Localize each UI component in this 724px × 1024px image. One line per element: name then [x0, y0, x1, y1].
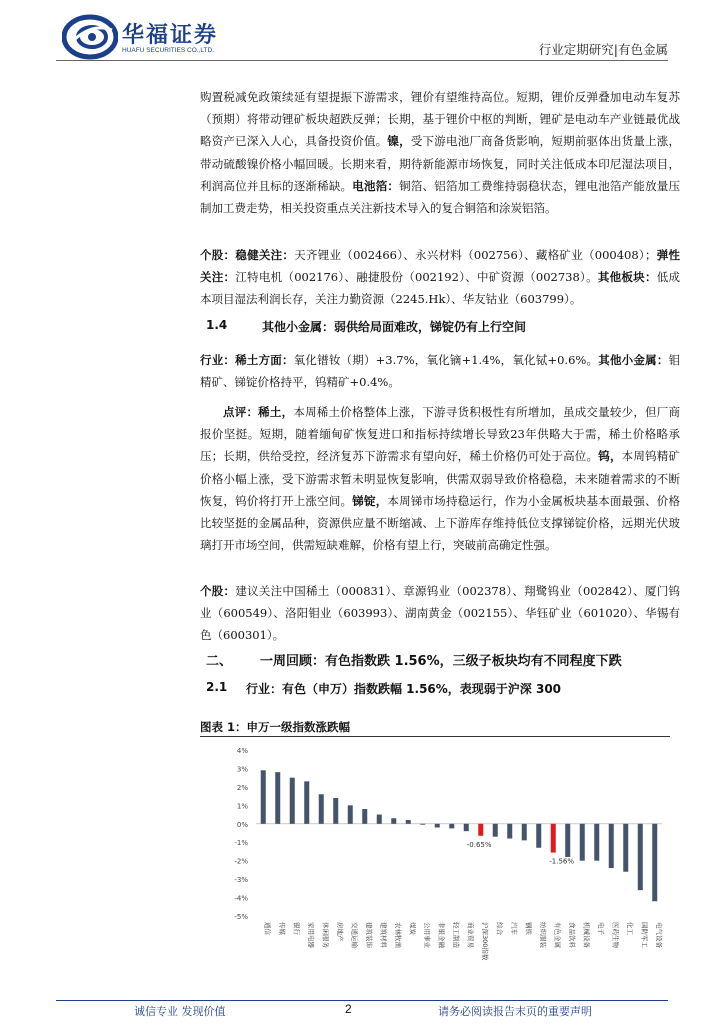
logo-name-en: HUAFU SECURITIES CO.,LTD. [122, 47, 214, 54]
bar [362, 809, 367, 824]
x-tick-label: 商业贸易 [466, 922, 475, 948]
nickel-label: 镍， [387, 134, 411, 149]
x-tick-label: 休闲服务 [321, 922, 330, 948]
bar [290, 778, 295, 824]
industry-paragraph: 行业：稀土方面：氧化镨钕（期）+3.7%，氧化镝+1.4%，氧化铽+0.6%。其他小金属：钼精矿、锑锭价格持平，钨精矿+0.4%。 [200, 353, 681, 390]
bar [478, 824, 483, 836]
bar [261, 770, 266, 823]
x-tick-label: 食品饮料 [567, 922, 576, 948]
bar [391, 818, 396, 824]
bar [275, 772, 280, 824]
y-tick-label: 0% [236, 820, 248, 829]
bar [638, 824, 643, 890]
bar [449, 824, 454, 829]
x-tick-label: 钢铁 [524, 922, 533, 935]
x-tick-label: 沪深300指数 [480, 922, 489, 961]
x-tick-label: 电气设备 [654, 922, 663, 948]
x-tick-label: 煤炭 [408, 922, 417, 935]
bar [507, 824, 512, 839]
bar [420, 824, 425, 825]
bar [406, 820, 411, 824]
bar [565, 824, 570, 857]
x-tick-label: 有色金属 [553, 922, 562, 948]
page-number: 2 [345, 1002, 352, 1016]
x-tick-label: 化工 [625, 922, 634, 935]
y-tick-label: -1% [234, 839, 248, 848]
x-tick-label: 传媒 [277, 922, 286, 935]
x-tick-label: 家用电器 [306, 922, 315, 948]
bar [319, 794, 324, 824]
logo-name-cn: 华福证券 [122, 23, 219, 48]
bar [536, 824, 541, 848]
x-tick-label: 交通运输 [350, 922, 359, 948]
stocks-paragraph-1: 个股：稳健关注：天齐锂业（002466）、永兴材料（002756）、藏格矿业（000408）；弹性关注：江特电机（002176）、融捷股份（002192）、中矿资源（002738）。其他板块：低成本项目湿法利润长存，关注力勤资源（2245.Hk）、华友钴业（603799）。 [200, 248, 681, 307]
data-label: -0.65% [466, 840, 492, 849]
bar [580, 824, 585, 861]
x-tick-label: 银行 [292, 922, 301, 935]
y-tick-label: 2% [236, 783, 248, 792]
bar [464, 824, 469, 831]
x-tick-label: 纺织服装 [538, 922, 547, 948]
bar [623, 824, 628, 872]
section-2-1-title: 行业：有色（申万）指数跌幅 1.56%，表现弱于沪深 300 [246, 682, 562, 696]
x-tick-label: 房地产 [335, 922, 344, 942]
bar [304, 781, 309, 823]
x-tick-label: 非银金融 [437, 922, 446, 948]
section-2-number: 二、 [206, 654, 233, 669]
bar [333, 798, 338, 824]
y-tick-label: 3% [236, 765, 248, 774]
chart-title: 图表 1：申万一级指数涨跌幅 [200, 720, 351, 734]
bar [522, 824, 527, 841]
battery-foil-label: 电池箔： [352, 178, 400, 193]
footer-divider [56, 1000, 668, 1001]
x-tick-label: 建筑装饰 [364, 922, 373, 948]
section-2-title: 一周回顾：有色指数跌 1.56%，三级子板块均有不同程度下跌 [260, 654, 622, 669]
x-tick-label: 建筑材料 [379, 922, 388, 948]
x-tick-label: 轻工制造 [451, 922, 460, 948]
x-tick-label: 国防军工 [640, 922, 649, 948]
bar [435, 824, 440, 828]
y-tick-label: 4% [236, 747, 248, 755]
x-tick-label: 电子 [596, 922, 605, 935]
bar [594, 824, 599, 861]
x-tick-label: 农林牧渔 [393, 922, 402, 948]
bar [493, 824, 498, 837]
report-type: 行业定期研究|有色金属 [538, 42, 668, 57]
y-tick-label: -2% [234, 857, 248, 866]
bar-chart [200, 736, 670, 1006]
y-tick-label: 1% [236, 802, 248, 811]
header-divider [56, 60, 668, 61]
x-tick-label: 公用事业 [422, 922, 431, 948]
lithium-paragraph: 购置税减免政策续延有望提振下游需求，锂价有望维持高位。短期，锂价反弹叠加电动车复苏（预期）将带动锂矿板块超跌反弹；长期，基于锂价中枢的判断，锂矿是电动车产业链最优战略资产已深入人心，具备投资价值。镍，受下游电池厂商备货影响，短期前驱体出货量上涨，带动硫酸镍价格小幅回暖。长期来看，期待新能源市场恢复，同时关注低成本印尼湿法项目，利润高位并且标的逐渐稀缺。电池箔：铜箔、铝箔加工费维持弱稳状态，锂电池箔产能放量压制加工费走势，相关投资重点关注新技术导入的复合铜箔和涂炭铝箔。 [200, 90, 681, 216]
y-tick-label: -5% [234, 913, 248, 921]
logo-swirl-icon [62, 14, 118, 60]
x-tick-label: 机械设备 [582, 922, 591, 948]
y-tick-label: -4% [234, 894, 248, 903]
bar [348, 805, 353, 823]
footer-slogan: 诚信专业 发现价值 [134, 1005, 226, 1018]
footer-disclaimer: 请务必阅读报告末页的重要声明 [438, 1005, 592, 1018]
section-1-4-number: 1.4 [206, 318, 228, 332]
bar [652, 824, 657, 901]
company-logo [62, 14, 252, 60]
bar [551, 824, 556, 853]
section-1-4-title: 其他小金属：弱供给局面难改，锑锭仍有上行空间 [262, 320, 527, 334]
x-tick-label: 汽车 [509, 922, 518, 935]
chart-container [200, 736, 670, 1006]
comment-paragraph: 点评：稀土，本周稀土价格整体上涨，下游寻货积极性有所增加，虽成交量较少，但厂商报价坚挺。短期，随着缅甸矿恢复进口和指标持续增长导致23年供略大于需，稀土价格略承压；长期，供给受控，经济复苏下游需求有望向好，稀土价格仍可处于高位。钨，本周钨精矿价格小幅上涨，受下游需求暂未明显恢复影响，供需双弱导致价格稳稳，未来随着需求的不断恢复，钨价将打开上涨空间。锑锭，本周锑市场持稳运行，作为小金属板块基本面最强、价格比较坚挺的金属品种，资源供应量不断缩减、上下游库存维持低位支撑锑锭价格，远期光伏玻璃打开市场空间，供需短缺难解，价格有望上行，突破前高确定性强。 [200, 405, 681, 553]
data-label: -1.56% [549, 857, 575, 866]
x-tick-label: 综合 [495, 922, 504, 935]
bar [609, 824, 614, 868]
stocks-paragraph-2: 个股：建议关注中国稀土（000831）、章源钨业（002378）、翔鹭钨业（002842）、厦门钨业（600549）、洛阳钼业（603993）、湖南黄金（002155）、华钰矿业（601020）、华锡有色（600301）。 [200, 584, 680, 643]
bar [377, 815, 382, 824]
y-tick-label: -3% [234, 876, 248, 885]
x-tick-label: 医药生物 [611, 922, 620, 948]
section-2-1-number: 2.1 [206, 680, 228, 694]
x-tick-label: 通信 [263, 922, 272, 935]
